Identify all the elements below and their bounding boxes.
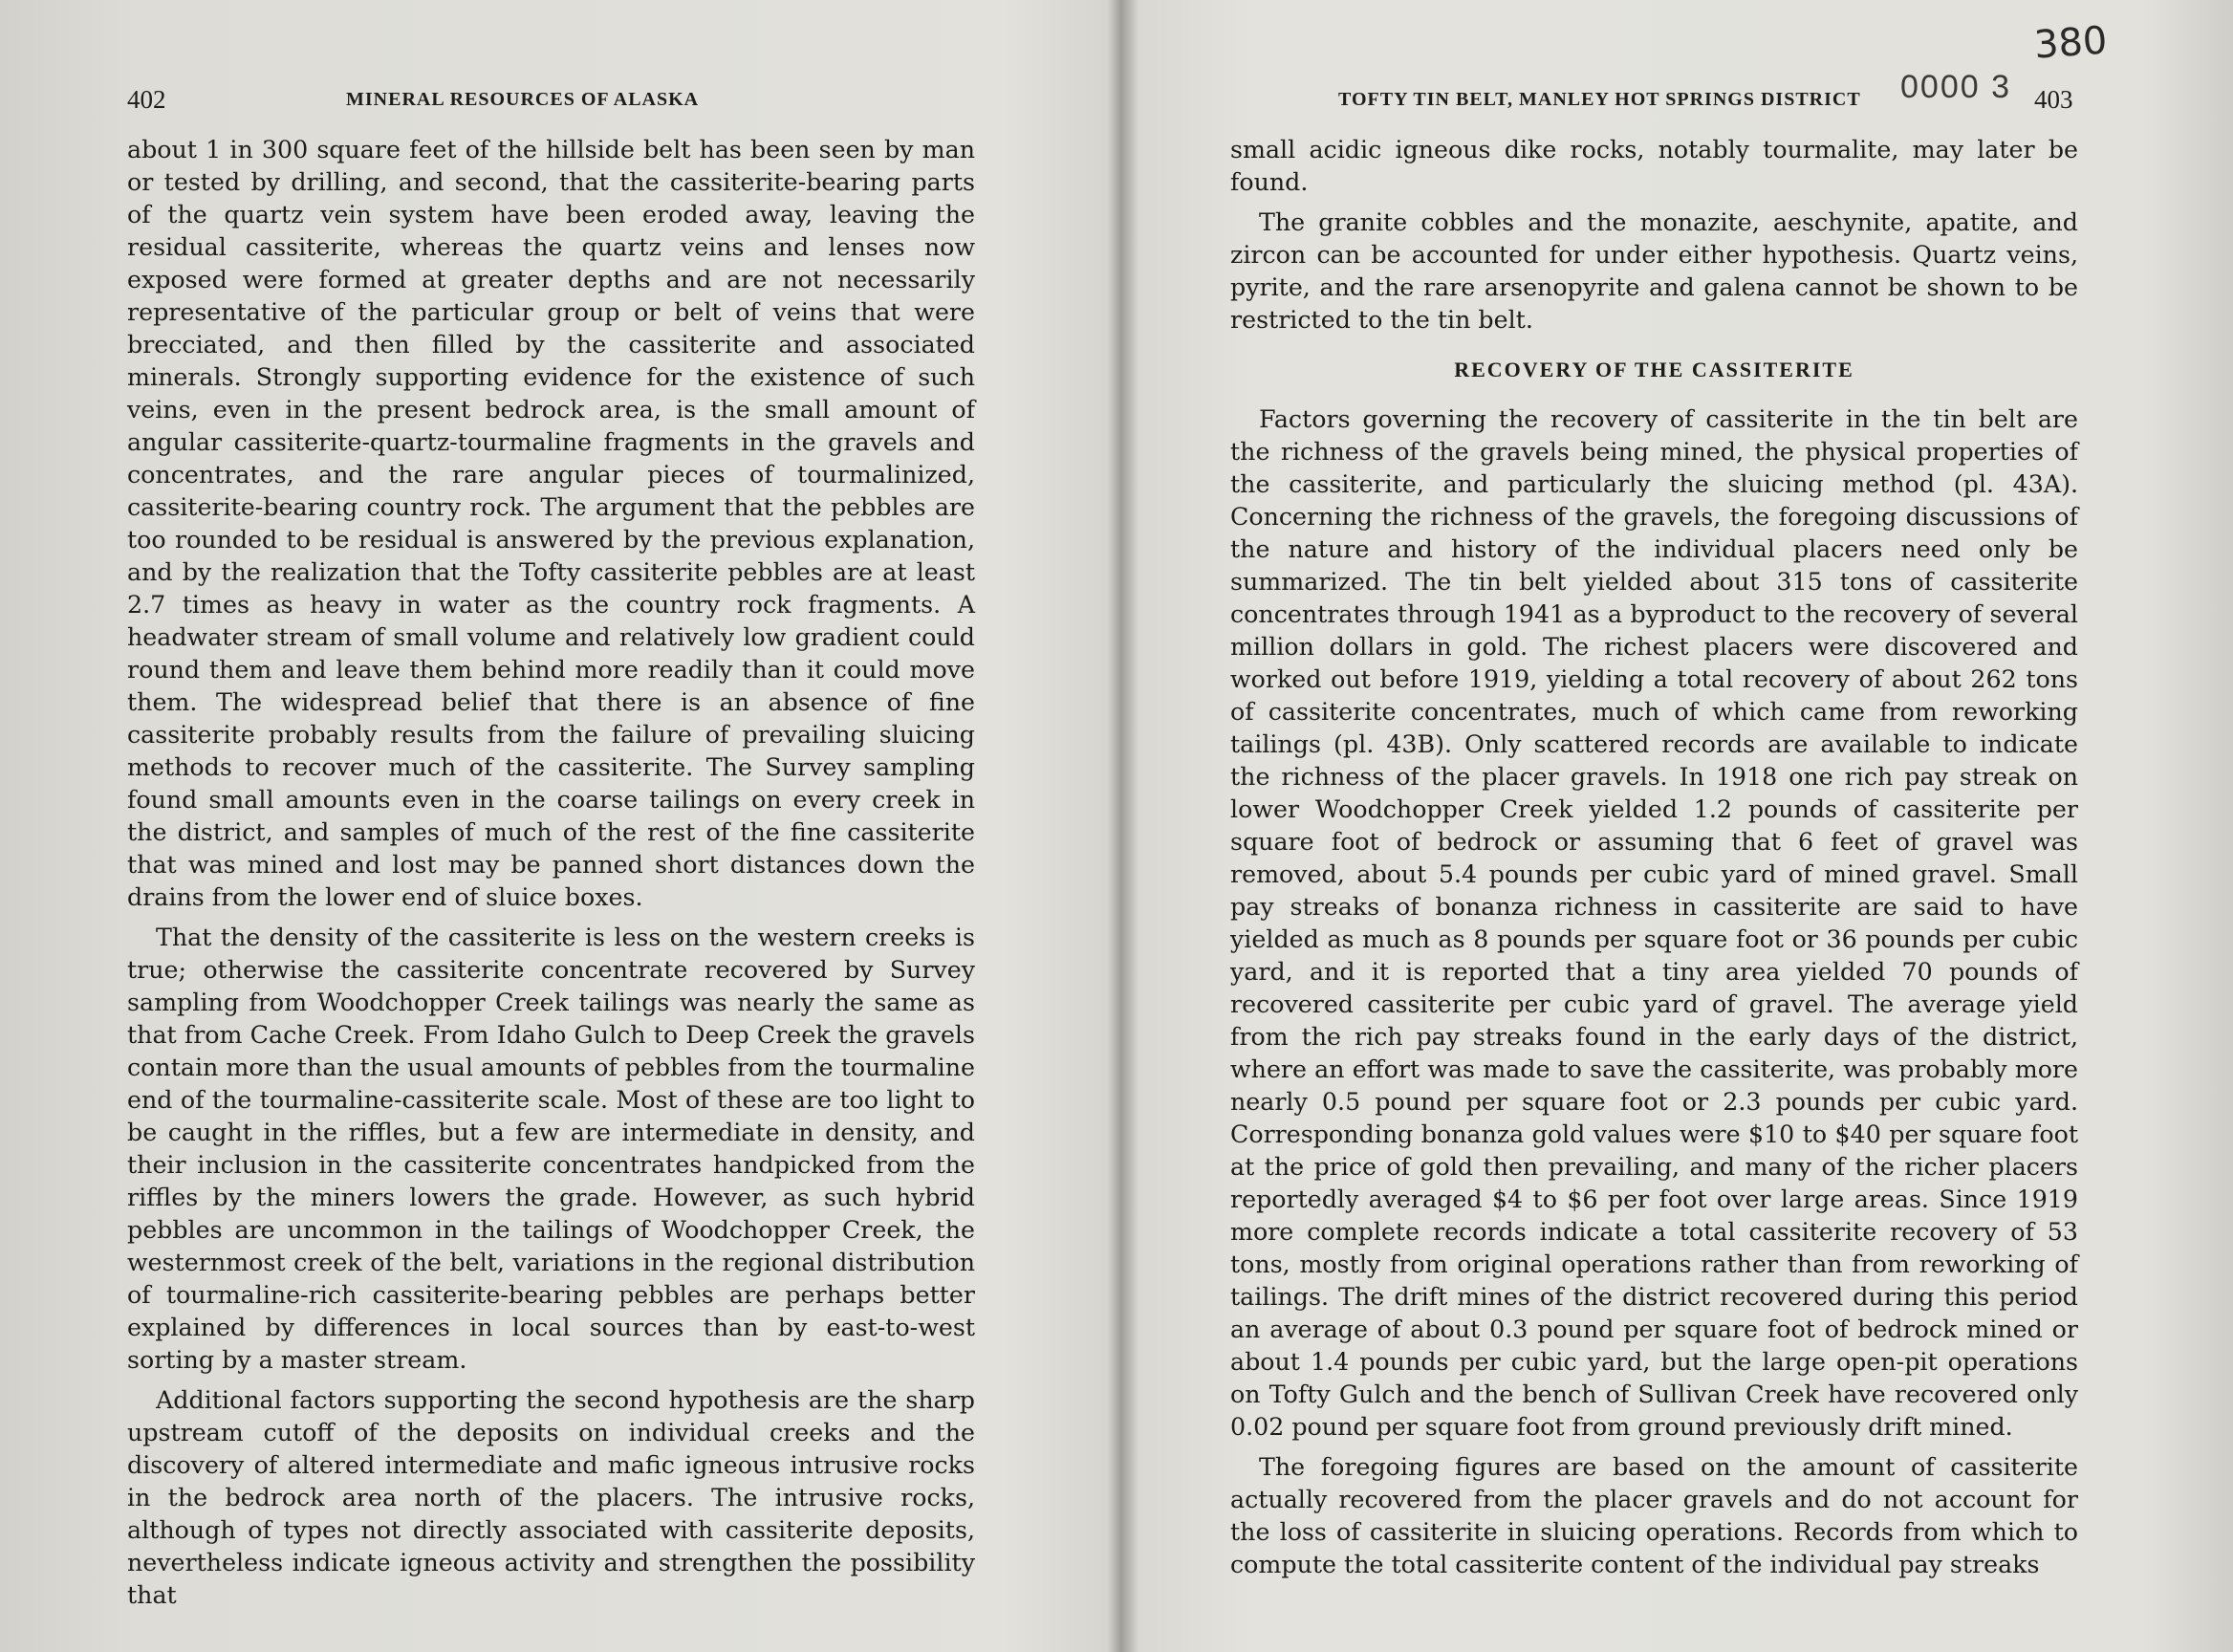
paragraph: small acidic igneous dike rocks, notably tourmalite, may later be found. [1230,136,2078,196]
paragraph: Factors governing the recovery of cassiterite in the tin belt are the richness of the gravels being mined, the physical properties of the cassiterite, and particularly the sluicing method (pl. 43A). Concerning the richness of the gravels, the foregoing discussions of the nature and history of the individual placers need only be summarized. The tin belt yielded about 315 tons of cassiterite concentrates through 1941 as a byproduct to the recovery of several million dollars in gold. The richest placers were discovered and worked out before 1919, yielding a total recovery of about 262 tons of cassiterite concentrates, much of which came from reworking tailings (pl. 43B). Only scattered records are available to indicate the richness of the placer gravels. In 1918 one rich pay streak on lower Woodchopper Creek yielded 1.2 pounds of cassiterite per square foot of bedrock or assuming that 6 feet of gravel was removed, about 5.4 pounds per cubic yard of mined gravel. Small pay streaks of bonanza richness in cassiterite are said to have yielded as much as 8 pounds per square foot or 36 pounds per cubic yard, and it is reported that a tiny area yielded 70 pounds of recovered cassiterite per cubic yard of gravel. The average yield from the rich pay streaks found in the early days of the district, where an effort was made to save the cassiterite, was probably more nearly 0.5 pound per square foot or 2.3 pounds per cubic yard. Corresponding bonanza gold values were $10 to $40 per square foot at the price of gold then prevailing, and many of the richer placers reportedly averaged $4 to $6 per foot over large areas. Since 1919 more complete records indicate a total cassiterite recovery of 53 tons, mostly from original operations rather than from reworking of tailings. The drift mines of the district recovered during this period an average of about 0.3 pound per square foot of bedrock mined or about 1.4 pounds per cubic yard, but the large open-pit operations on Tofty Gulch and the bench of Sullivan Creek have recovered only 0.02 pound per square foot from ground previously drift mined. [1230,405,2078,1441]
text-column [1230,134,2078,1581]
paragraph: That the density of the cassiterite is less on the western creeks is true; otherwise the cassiterite concentrate recovered by Survey sampling from Woodchopper Creek tailings was nearly the same as that from Cache Creek. From Idaho Gulch to Deep Creek the gravels contain more than the usual amounts of pebbles from the tourmaline end of the tourmaline-cassiterite scale. Most of these are too light to be caught in the riffles, but a few are intermediate in density, and their inclusion in the cassiterite concentrates handpicked from the riffles by the miners lowers the grade. However, as such hybrid pebbles are uncommon in the tailings of Woodchopper Creek, the westernmost creek of the belt, variations in the regional distribution of tourmaline-rich cassiterite-bearing pebbles are perhaps better explained by differences in local sources than by east-to-west sorting by a master stream. [127,924,975,1374]
page-number: 403 [2034,85,2073,114]
archive-stamp: 0000 3 [1900,69,2011,105]
right-page [1116,0,2233,1652]
left-page [0,0,1109,1652]
running-head: TOFTY TIN BELT, MANLEY HOT SPRINGS DISTRICT [1338,89,1861,110]
paragraph: about 1 in 300 square feet of the hillside belt has been seen by man or tested by drilling, and second, that the cassiterite-bearing parts of the quartz vein system have been eroded away, leaving the residual cassiterite, whereas the quartz veins and lenses now exposed were formed at greater depths and are not necessarily representative of the particular group or belt of veins that were brecciated, and then filled by the cassiterite and associated minerals. Strongly supporting evidence for the existence of such veins, even in the present bedrock area, is the small amount of angular cassiterite-quartz-tourmaline fragments in the gravels and concentrates, and the rare angular pieces of tourmalinized, cassiterite-bearing country rock. The argument that the pebbles are too rounded to be residual is answered by the previous explanation, and by the realization that the Tofty cassiterite pebbles are at least 2.7 times as heavy in water as the country rock fragments. A headwater stream of small volume and relatively low gradient could round them and leave them behind more readily than it could move them. The widespread belief that there is an absence of fine cassiterite probably results from the failure of prevailing sluicing methods to recover much of the cassiterite. The Survey sampling found small amounts even in the coarse tailings on every creek in the district, and samples of much of the rest of the fine cassiterite that was mined and lost may be panned short distances down the drains from the lower end of sluice boxes. [127,136,975,911]
handwritten-note: 380 [2032,18,2109,68]
text-column [127,134,975,1612]
section-heading: RECOVERY OF THE CASSITERITE [1454,358,1854,381]
page-number: 402 [127,85,166,114]
paragraph: The granite cobbles and the monazite, aeschynite, apatite, and zircon can be accounted for under either hypothesis. Quartz veins, pyrite, and the rare arsenopyrite and galena cannot be shown to be restricted to the tin belt. [1230,208,2078,334]
running-head: MINERAL RESOURCES OF ALASKA [346,89,700,110]
paragraph: Additional factors supporting the second hypothesis are the sharp upstream cutoff of the deposits on individual creeks and the discovery of altered intermediate and mafic igneous intrusive rocks in the bedrock area north of the placers. The intrusive rocks, although of types not directly associated with cassiterite deposits, nevertheless indicate igneous activity and strengthen the possibility that [127,1386,975,1609]
paragraph: The foregoing figures are based on the amount of cassiterite actually recovered from the placer gravels and do not account for the loss of cassiterite in sluicing operations. Records from which to compute the total cassiterite content of the individual pay streaks [1230,1453,2078,1578]
